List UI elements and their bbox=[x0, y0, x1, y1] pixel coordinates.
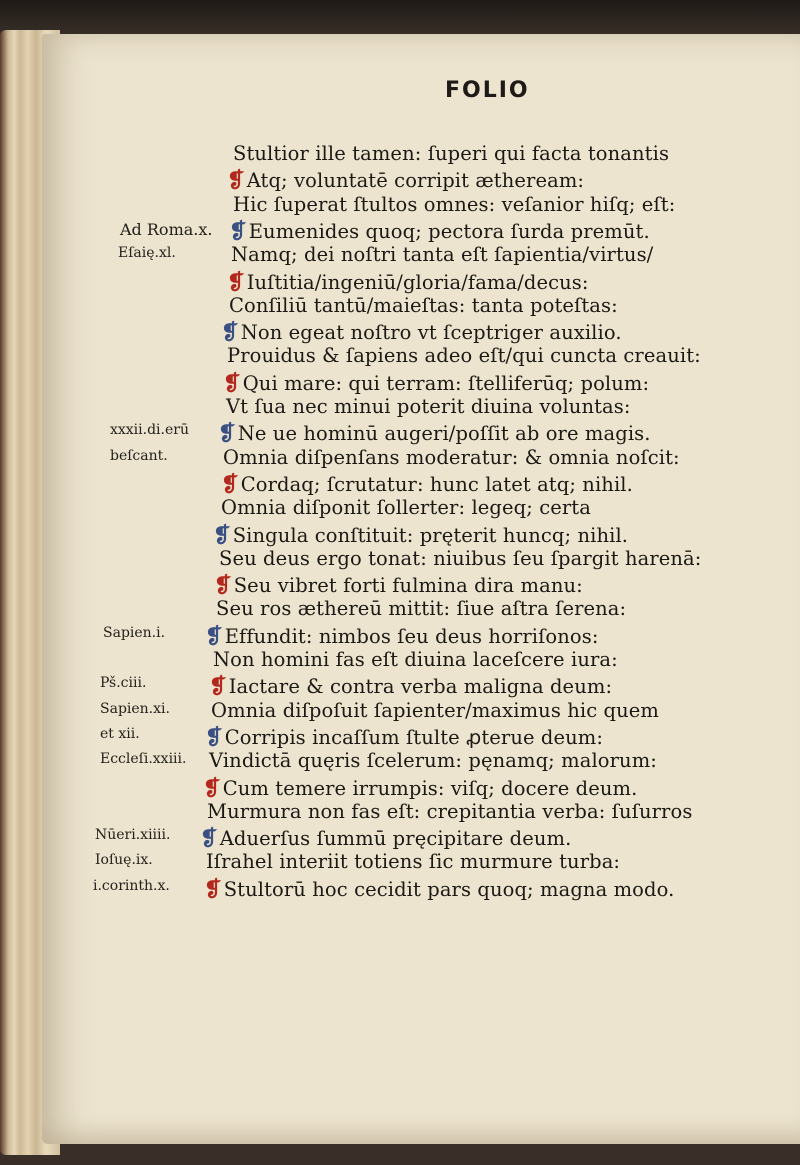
verse-line-text: Cordaq; ſcrutatur: hunc latet atq; nihil. bbox=[240, 472, 633, 496]
verse-line-text: Stultior ille tamen: ſuperi qui facta tonantis bbox=[233, 142, 670, 165]
pilcrow-icon: ❡ bbox=[229, 217, 247, 243]
verse-line bbox=[200, 825, 571, 850]
verse-line bbox=[216, 597, 626, 620]
margin-citation: beſcant. bbox=[110, 447, 168, 464]
pilcrow-icon: ❡ bbox=[223, 369, 241, 395]
verse-line-text: Corripis incaſſum ſtulte ꝓterue deum: bbox=[224, 725, 604, 749]
pilcrow-icon: ❡ bbox=[209, 673, 227, 699]
verse-line bbox=[229, 218, 650, 243]
margin-citation: Ad Roma.x. bbox=[120, 219, 213, 239]
margin-citation: et xii. bbox=[100, 725, 140, 742]
margin-citation: i.corinth.x. bbox=[93, 877, 170, 894]
pilcrow-icon: ❡ bbox=[214, 572, 232, 598]
verse-line-text: Singula conſtituit: pręterit huncq; nihil. bbox=[232, 523, 629, 547]
verse-line bbox=[227, 167, 584, 192]
verse-line-text: Aduerſus ſummū pręcipitare deum. bbox=[219, 827, 572, 851]
pilcrow-icon: ❡ bbox=[221, 470, 239, 496]
verse-line-text: Non egeat noſtro vt ſceptriger auxilio. bbox=[240, 321, 622, 345]
verse-line bbox=[204, 876, 674, 901]
verse-line-text: Vindictā quęris ſcelerum: pęnamq; malorum: bbox=[209, 749, 657, 773]
pilcrow-icon: ❡ bbox=[221, 319, 239, 345]
verse-line-text: Omnia diſpenſans moderatur: & omnia noſcit: bbox=[223, 445, 680, 469]
verse-line bbox=[205, 724, 603, 749]
pilcrow-icon: ❡ bbox=[205, 622, 223, 648]
verse-line bbox=[226, 395, 631, 418]
verse-line bbox=[221, 471, 633, 496]
verse-line bbox=[213, 522, 628, 547]
verse-line-text: Prouidus & ſapiens adeo eſt/qui cuncta creauit: bbox=[227, 344, 701, 368]
verse-line bbox=[205, 623, 599, 648]
verse-line bbox=[213, 648, 618, 671]
verse-line bbox=[207, 800, 692, 823]
verse-line-text: Vt ſua nec minui poterit diuina voluntas: bbox=[226, 395, 631, 418]
verse-line-text: Murmura non fas eſt: crepitantia verba: ſuſurros bbox=[207, 799, 693, 823]
verse-line-text: Namq; dei noſtri tanta eſt ſapientia/virtus/ bbox=[231, 243, 654, 267]
margin-citation: Ioſuę.ix. bbox=[95, 852, 153, 869]
margin-citation: xxxii.di.erū bbox=[110, 422, 189, 439]
margin-citation: Sapien.xi. bbox=[100, 700, 170, 717]
verse-line-text: Conſiliū tantū/maieſtas: tanta poteſtas: bbox=[229, 293, 618, 317]
verse-line-text: Effundit: nimbos ſeu deus horriſonos: bbox=[224, 624, 599, 648]
verse-line bbox=[209, 749, 657, 772]
pilcrow-icon: ❡ bbox=[205, 723, 223, 749]
pilcrow-icon: ❡ bbox=[218, 420, 236, 446]
folio-header: FOLIO bbox=[445, 78, 530, 103]
verse-line bbox=[221, 496, 591, 519]
verse-line bbox=[227, 269, 589, 294]
pilcrow-icon: ❡ bbox=[203, 774, 221, 800]
verse-line-text: Qui mare: qui terram: ſtelliferūq; polum: bbox=[242, 371, 650, 395]
verse-line-text: Iuſtitia/ingeniū/gloria/fama/decus: bbox=[246, 270, 589, 294]
verse-line-text: Iactare & contra verba maligna deum: bbox=[228, 675, 613, 699]
verse-line-text: Seu ros æthereū mittit: ſiue aſtra ſerena: bbox=[216, 597, 627, 621]
verse-line bbox=[219, 547, 701, 570]
pilcrow-icon: ❡ bbox=[200, 825, 218, 851]
pilcrow-icon: ❡ bbox=[204, 875, 222, 901]
verse-line-text: Atq; voluntatē corripit ætheream: bbox=[246, 169, 585, 193]
verse-line-text: Seu deus ergo tonat: niuibus ſeu ſpargit harenā: bbox=[219, 546, 702, 570]
margin-citation: Sapien.i. bbox=[103, 624, 166, 641]
verse-line bbox=[229, 294, 618, 317]
margin-citation: Pš.ciii. bbox=[100, 675, 147, 692]
verse-line-text: Non homini fas eſt diuina laceſcere iura: bbox=[213, 648, 618, 671]
margin-citation: Eſaię.xl. bbox=[118, 245, 176, 262]
verse-line-text: Cum temere irrumpis: viſq; docere deum. bbox=[222, 776, 638, 800]
verse-line bbox=[231, 243, 653, 266]
verse-line bbox=[233, 142, 669, 165]
verse-line-text: Stultorū hoc cecidit pars quoq; magna modo. bbox=[223, 877, 675, 901]
verse-line-text: Seu vibret forti fulmina dira manu: bbox=[233, 574, 583, 598]
margin-citation: Eccleſi.xxiii. bbox=[100, 751, 187, 768]
verse-line bbox=[211, 699, 659, 722]
pilcrow-icon: ❡ bbox=[227, 167, 245, 193]
verse-line bbox=[214, 572, 583, 597]
verse-line-text: Ne ue hominū augeri/poſſit ab ore magis. bbox=[237, 422, 651, 446]
verse-line bbox=[223, 370, 649, 395]
verse-line-text: Hic ſuperat ſtultos omnes: veſanior hiſq; eſt: bbox=[233, 192, 676, 216]
verse-line bbox=[221, 319, 622, 344]
verse-line bbox=[223, 446, 680, 469]
pilcrow-icon: ❡ bbox=[213, 521, 231, 547]
pilcrow-icon: ❡ bbox=[227, 268, 245, 294]
verse-line bbox=[203, 775, 637, 800]
verse-line bbox=[206, 850, 620, 873]
verse-line-text: Eumenides quoq; pectora ſurda premūt. bbox=[248, 219, 650, 243]
verse-line bbox=[227, 344, 701, 367]
verse-line-text: Iſrahel interiit totiens ſic murmure turba: bbox=[206, 850, 621, 874]
margin-citation: Nūeri.xiiii. bbox=[95, 827, 171, 844]
verse-line-text: Omnia diſpoſuit ſapienter/maximus hic quem bbox=[211, 698, 660, 722]
verse-line-text: Omnia diſponit ſollerter: legeq; certa bbox=[221, 496, 591, 520]
verse-line bbox=[218, 420, 651, 445]
verse-line bbox=[233, 193, 675, 216]
verse-line bbox=[209, 673, 612, 698]
